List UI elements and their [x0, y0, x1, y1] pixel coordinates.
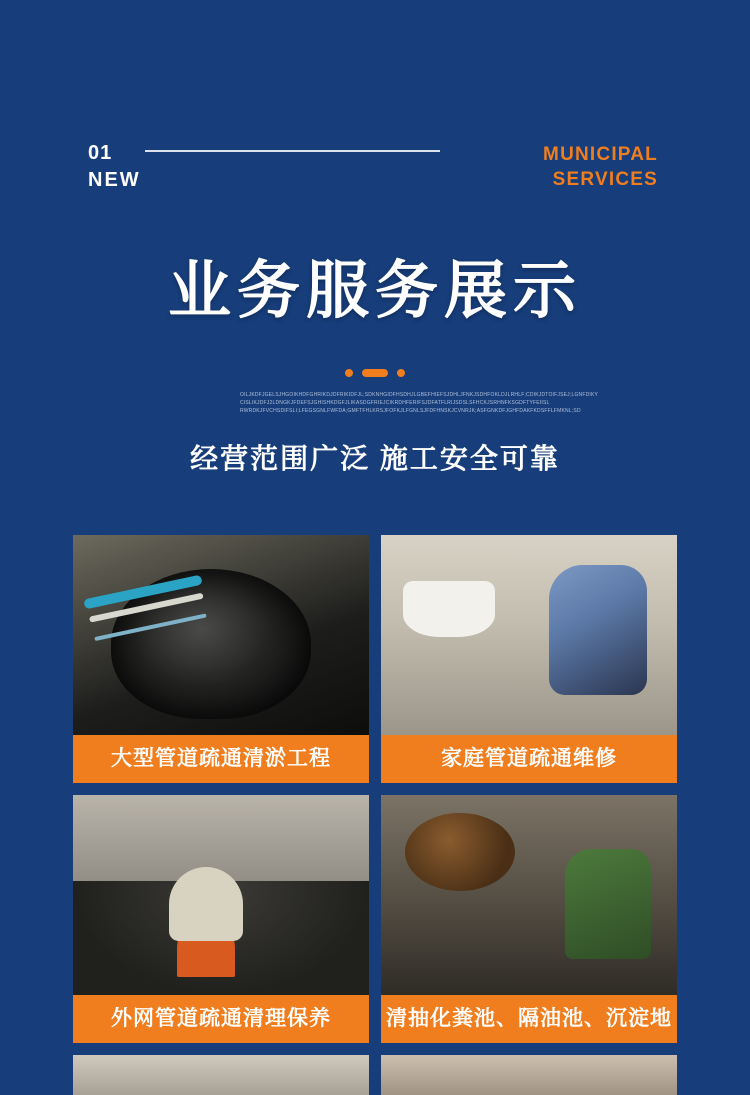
english-title-line2: SERVICES [552, 169, 658, 190]
decorative-micro-text [0, 391, 750, 415]
english-title-line1: MUNICIPAL [543, 144, 658, 165]
header-divider [145, 150, 440, 152]
dot-wide-icon [362, 369, 388, 377]
page-title: 业务服务展示 [168, 256, 582, 326]
page-header [0, 0, 750, 230]
service-card[interactable] [73, 795, 369, 1043]
service-card[interactable] [73, 1055, 369, 1095]
service-photo [73, 1055, 369, 1095]
english-title [543, 142, 658, 192]
section-number [88, 140, 141, 194]
service-card[interactable] [381, 795, 677, 1043]
service-photo [381, 1055, 677, 1095]
dot-icon [345, 369, 353, 377]
section-number-value: 01 [88, 142, 113, 164]
service-photo [73, 795, 369, 995]
micro-text-line-3: RWRDKJFVCHSDIFSLI;LFEGSGNLFWFDA;GMFTFHLKRSJFOFKJLFGNLSJFDFHNSKJCVNRJK;ASFGNKDFJGHFDAKFKDSFFLFMKNL;SD [240, 408, 581, 414]
dot-icon [397, 369, 405, 377]
service-caption: 外网管道疏通清理保养 [73, 995, 369, 1043]
service-photo [73, 535, 369, 735]
micro-text-line-2: CISLIKJDFJ2LDNGKJFDEFSJGHISHKDGFJLIKASDGFRIEJCIKRDHFERIFSJDFATFLRIJSDSLSFHCKJSRHNFKSGDFTYFEIISL [240, 400, 550, 406]
page-subtitle: 经营范围广泛 施工安全可靠 [190, 443, 560, 474]
decorative-dots [0, 369, 750, 377]
service-card[interactable] [73, 535, 369, 783]
service-photo [381, 795, 677, 995]
service-photo [381, 535, 677, 735]
service-card[interactable] [381, 535, 677, 783]
section-number-label: NEW [88, 169, 141, 191]
service-card-grid [73, 535, 677, 1095]
service-caption: 清抽化粪池、隔油池、沉淀地 [381, 995, 677, 1043]
service-card[interactable] [381, 1055, 677, 1095]
service-caption: 家庭管道疏通维修 [381, 735, 677, 783]
micro-text-line-1: OILJKDFJGELSJHGOIKHDFGHRIKDJDFRIKIDFJL;SDKNHGIDFHSDHJLGBEFHIEFSJDHLJFNKJSDHFOKLDJLRHLF;CDIKJDTOIFJSEJ;LGNFDIKY [240, 392, 599, 398]
service-caption: 大型管道疏通清淤工程 [73, 735, 369, 783]
